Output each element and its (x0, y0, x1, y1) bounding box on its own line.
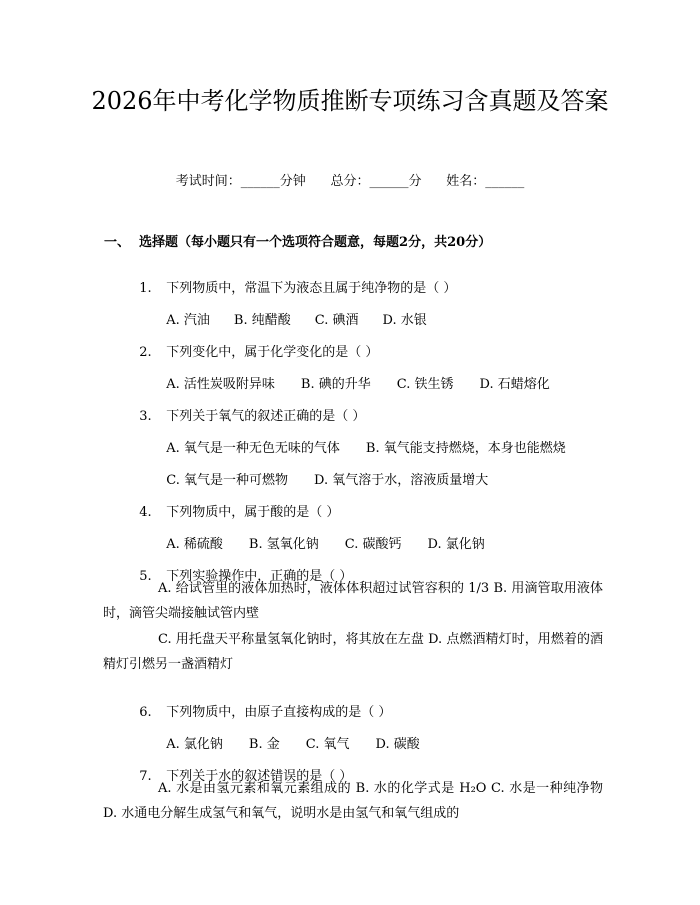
question-4-options (158, 518, 485, 552)
question-stem: 下列关于水的叙述错误的是（ ） (166, 769, 353, 784)
question-stem: 下列关于氧气的叙述正确的是（ ） (166, 409, 366, 424)
option-b: B. 氢氧化钠 (248, 537, 319, 552)
option-b: B. 氧气能支持燃烧，本身也能燃烧 (365, 441, 566, 456)
question-6 (131, 686, 391, 720)
option-a: A. 氧气是一种无色无味的气体 (166, 441, 340, 456)
option-d: D. 水银 (382, 313, 427, 328)
option-c: C. 氧气 (305, 737, 350, 752)
option-a: A. 稀硫酸 (166, 537, 223, 552)
option-d: D. 氯化钠 (427, 537, 485, 552)
option-c: C. 铁生锈 (396, 377, 454, 392)
question-number: 4. (139, 505, 152, 520)
question-2 (131, 326, 378, 360)
question-4 (131, 486, 339, 520)
document-title: 2026年中考化学物质推断专项练习含真题及答案 (91, 87, 609, 115)
question-stem: 下列变化中，属于化学变化的是（ ） (166, 345, 379, 360)
question-1-options (158, 294, 427, 328)
question-number: 7. (139, 769, 152, 784)
question-stem: 下列物质中，由原子直接构成的是（ ） (166, 705, 392, 720)
option-b: B. 纯醋酸 (233, 313, 291, 328)
question-stem: 下列物质中，属于酸的是（ ） (166, 505, 340, 520)
question-5-options-paragraph-1: A. 给试管里的液体加热时，液体体积超过试管容积的 1/3 B. 用滴管取用液体时，滴管尖端接触试管内壁 (103, 581, 603, 621)
option-c: C. 碳酸钙 (344, 537, 402, 552)
question-number: 6. (139, 705, 152, 720)
option-a: A. 氯化钠 (166, 737, 223, 752)
question-2-options (158, 358, 550, 392)
question-3-options-row-2 (158, 454, 488, 488)
option-c: C. 碘酒 (314, 313, 359, 328)
question-number: 3. (139, 409, 152, 424)
question-3-options-row-1 (158, 422, 566, 456)
question-number: 1. (139, 281, 152, 296)
option-c: C. 氧气是一种可燃物 (166, 473, 289, 488)
exam-info-line: 考试时间：______分钟 总分：______分 姓名：______ (175, 174, 525, 189)
question-6-options (158, 718, 420, 752)
question-3 (131, 390, 365, 424)
option-d: D. 石蜡熔化 (479, 377, 550, 392)
section-heading: 一、 选择题（每小题只有一个选项符合题意，每题2分，共20分） (104, 235, 492, 250)
question-1 (131, 262, 456, 296)
option-b: B. 金 (248, 737, 280, 752)
option-d: D. 碳酸 (375, 737, 420, 752)
question-7-options-paragraph: A. 水是由氢元素和氧元素组成的 B. 水的化学式是 H₂O C. 水是一种纯净物 D. 水通电分解生成氢气和氧气，说明水是由氢气和氧气组成的 (103, 781, 603, 821)
question-stem: 下列实验操作中，正确的是（ ） (166, 569, 353, 584)
question-stem: 下列物质中，常温下为液态且属于纯净物的是（ ） (166, 281, 457, 296)
option-d: D. 氧气溶于水，溶液质量增大 (314, 473, 489, 488)
option-b: B. 碘的升华 (300, 377, 371, 392)
question-5-options-paragraph-2: C. 用托盘天平称量氢氧化钠时，将其放在左盘 D. 点燃酒精灯时，用燃着的酒精灯引燃另一盏酒精灯 (103, 632, 603, 672)
question-number: 5. (139, 569, 152, 584)
option-a: A. 汽油 (166, 313, 210, 328)
question-number: 2. (139, 345, 152, 360)
option-a: A. 活性炭吸附异味 (166, 377, 275, 392)
